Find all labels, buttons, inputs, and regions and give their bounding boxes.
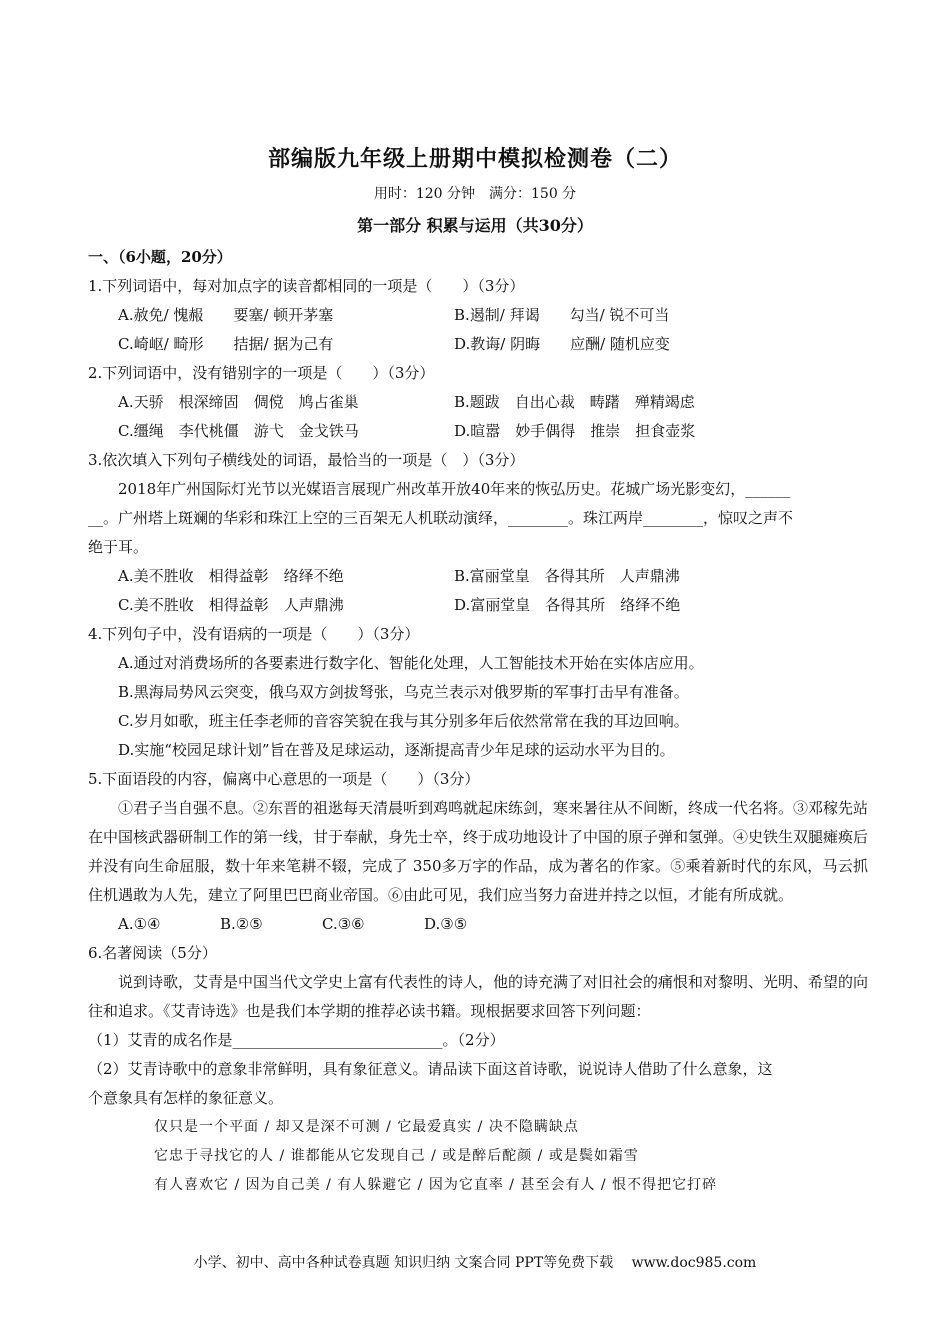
q3-passage-line2: __。广州塔上斑斓的华彩和珠江上空的三百架无人机联动演绎，________。珠江两岸________，惊叹之声不 bbox=[88, 509, 794, 527]
q1-options-ab bbox=[88, 301, 868, 330]
q1-option-b: B.遏制/ 拜谒 勾当/ 锐不可当 bbox=[454, 306, 670, 324]
q3-stem: 3.依次填入下列句子横线处的词语，最恰当的一项是（ ）（3分） bbox=[88, 451, 525, 469]
q6-sub1: （1）艾青的成名作是____________________________。（2分） bbox=[88, 1031, 505, 1049]
q3-options-ab bbox=[88, 562, 868, 591]
q2-option-d: D.暄嚣 妙手偶得 推崇 担食壶浆 bbox=[454, 422, 696, 440]
section-heading: 一、（6小题，20分） bbox=[88, 248, 232, 266]
q4-option-a: A.通过对消费场所的各要素进行数字化、智能化处理，人工智能技术开始在实体店应用。 bbox=[118, 654, 704, 672]
q4-option-b: B.黑海局势风云突变，俄乌双方剑拔弩张，乌克兰表示对俄罗斯的军事打击早有准备。 bbox=[118, 683, 689, 701]
q4-stem: 4.下列句子中，没有语病的一项是（ ）（3分） bbox=[88, 625, 420, 643]
q5-option-b: B.②⑤ bbox=[220, 915, 263, 933]
q5-option-c: C.③⑥ bbox=[322, 915, 365, 933]
footer-ad: 小学、初中、高中各种试卷真题 知识归纳 文案合同 PPT等免费下载 www.doc985.com bbox=[193, 1255, 757, 1271]
q5-passage: ①君子当自强不息。②东晋的祖逖每天清晨听到鸡鸣就起床练剑，寒来暑往从不间断，终成一代名将。③邓稼先站在中国核武器研制工作的第一线，甘于奉献，身先士卒，终于成功地设计了中国的原子弹和氢弹。④史铁生双腿瘫痪后并没有向生命屈服，数十年来笔耕不辍，完成了 350多万字的作品，成为著名的作家。⑤乘着新时代的东风，马云抓住机遇敢为人先，建立了阿里巴巴商业帝国。⑥由此可见，我们应当努力奋进并持之以恒，才能有所成就。 bbox=[88, 799, 869, 904]
q2-option-c: C.缰绳 李代桃僵 游弋 金戈铁马 bbox=[118, 422, 359, 440]
q1-option-a: A.赦免/ 愧赧 要塞/ 顿开茅塞 bbox=[118, 306, 334, 324]
q4-option-d: D.实施“校园足球计划”旨在普及足球运动，逐渐提高青少年足球的运动水平为目的。 bbox=[118, 741, 675, 759]
q3-option-b: B.富丽堂皇 各得其所 人声鼎沸 bbox=[454, 567, 680, 585]
exam-meta: 用时：120 分钟 满分：150 分 bbox=[373, 186, 577, 202]
q3-option-c: C.美不胜收 相得益彰 人声鼎沸 bbox=[118, 596, 344, 614]
q5-option-a: A.①④ bbox=[118, 915, 161, 933]
q6-stem: 6.名著阅读（5分） bbox=[88, 944, 217, 962]
q2-option-a: A.天骄 根深缔固 倜傥 鸠占雀巢 bbox=[118, 393, 359, 411]
q1-option-d: D.教诲/ 阴晦 应酬/ 随机应变 bbox=[454, 335, 670, 353]
q2-stem: 2.下列词语中，没有错别字的一项是（ ）（3分） bbox=[88, 364, 435, 382]
q3-options-cd bbox=[88, 591, 868, 620]
q6-sub2-line2: 个意象具有怎样的象征意义。 bbox=[88, 1089, 284, 1107]
q6-intro: 说到诗歌，艾青是中国当代文学史上富有代表性的诗人，他的诗充满了对旧社会的痛恨和对黎明、光明、希望的向往和追求。《艾青诗选》也是我们本学期的推荐必读书籍。现根据要求回答下列问题： bbox=[88, 973, 869, 1020]
q6-sub2-line1: （2）艾青诗歌中的意象非常鲜明，具有象征意义。请品读下面这首诗歌，说说诗人借助了什么意象，这 bbox=[88, 1060, 773, 1078]
part-heading: 第一部分 积累与运用（共30分） bbox=[357, 216, 593, 235]
poem-line-2: 它忠于寻找它的人 / 谁都能从它发现自己 / 或是醉后酡颜 / 或是鬓如霜雪 bbox=[154, 1148, 639, 1164]
poem-line-3: 有人喜欢它 / 因为自己美 / 有人躲避它 / 因为它直率 / 甚至会有人 / 恨不得把它打碎 bbox=[154, 1177, 718, 1193]
poem-line-1: 仅只是一个平面 / 却又是深不可测 / 它最爱真实 / 决不隐瞒缺点 bbox=[154, 1119, 579, 1135]
q5-stem: 5.下面语段的内容，偏离中心意思的一项是（ ）（3分） bbox=[88, 770, 480, 788]
q5-option-d: D.③⑤ bbox=[424, 915, 468, 933]
q1-option-c: C.崎岖/ 畸形 拮据/ 据为己有 bbox=[118, 335, 334, 353]
question-content bbox=[88, 243, 868, 1200]
q2-options-cd bbox=[88, 417, 868, 446]
q3-option-d: D.富丽堂皇 各得其所 络绎不绝 bbox=[454, 596, 681, 614]
page-title: 部编版九年级上册期中模拟检测卷（二） bbox=[267, 146, 682, 172]
q2-option-b: B.题跋 自出心裁 畴躇 殚精竭虑 bbox=[454, 393, 695, 411]
q1-stem: 1.下列词语中，每对加点字的读音都相同的一项是（ ）（3分） bbox=[88, 277, 525, 295]
q2-options-ab bbox=[88, 388, 868, 417]
q3-passage-line3: 绝于耳。 bbox=[88, 538, 149, 556]
q3-passage-line1: 2018年广州国际灯光节以光媒语言展现广州改革开放40年来的恢弘历史。花城广场光影变幻，______ bbox=[118, 480, 791, 498]
q1-options-cd bbox=[88, 330, 868, 359]
q4-option-c: C.岁月如歌，班主任李老师的音容笑貌在我与其分别多年后依然常常在我的耳边回响。 bbox=[118, 712, 689, 730]
q5-options bbox=[88, 910, 868, 939]
q3-option-a: A.美不胜收 相得益彰 络绎不绝 bbox=[118, 567, 344, 585]
